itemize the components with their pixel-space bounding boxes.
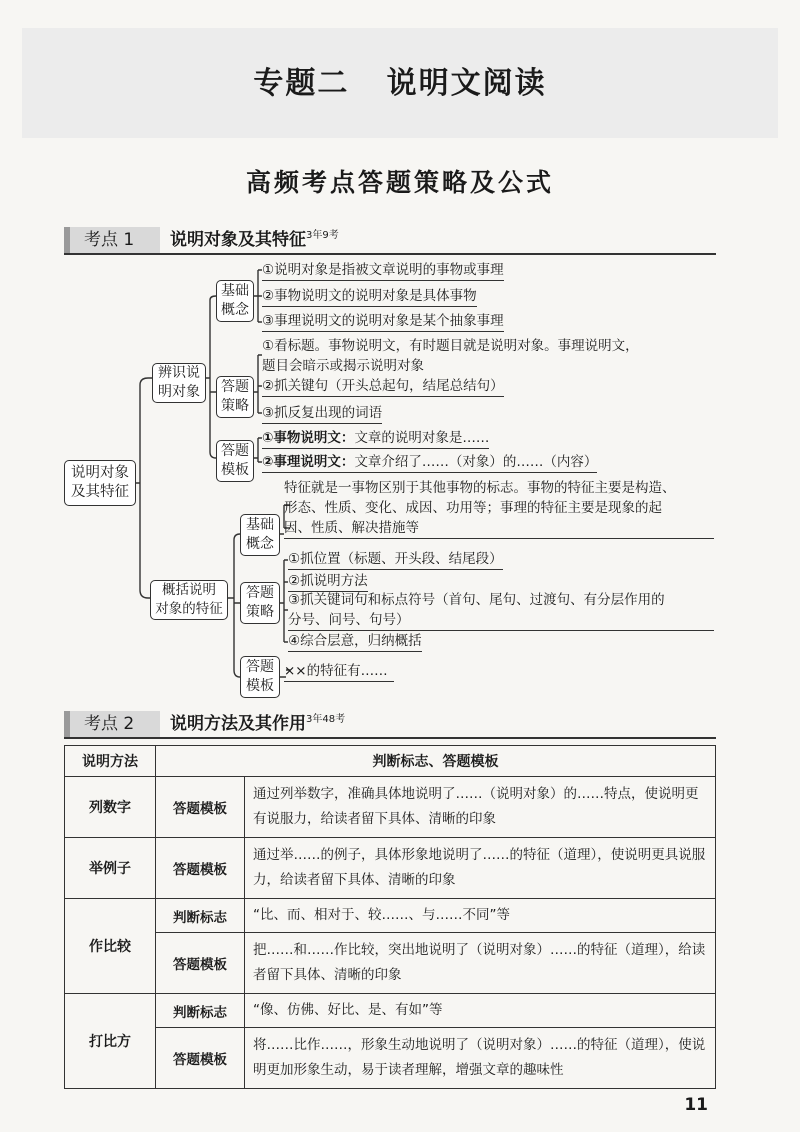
b-strategy-item-1: ①抓位置（标题、开头段、结尾段）	[288, 549, 503, 570]
node-identify-object: 辨识说 明对象	[152, 363, 206, 403]
kaodian-2-title	[170, 711, 345, 737]
table-row	[65, 933, 716, 994]
b-strategy-item-4: ④综合层意，归纳概括	[288, 631, 422, 652]
node-b-template: 答题 模板	[240, 656, 280, 698]
table-row	[65, 899, 716, 933]
node-a-template: 答题 模板	[216, 440, 254, 482]
a-concept-item-1: ①说明对象是指被文章说明的事物或事理	[262, 260, 504, 281]
a-strategy-item-3: ③抓反复出现的词语	[262, 403, 382, 424]
page-title: 专题二 说明文阅读	[253, 66, 547, 101]
b-concept-text: 特征就是一事物区别于其他事物的标志。事物的特征主要是构造、 形态、性质、变化、成因、功用等；事理的特征主要是现象的起 因、性质、解决措施等	[284, 480, 676, 536]
node-summarize-features: 概括说明 对象的特征	[150, 580, 228, 620]
table-row	[65, 1028, 716, 1089]
content-cell: 通过举……的例子，具体形象地说明了……的特征（道理），使说明更具说服力，给读者留下具体、清晰的印象	[245, 838, 716, 899]
table-header-row	[65, 746, 716, 777]
page-number: 11	[684, 1095, 708, 1115]
content-cell: “比、而、相对于、较……、与……不同”等	[245, 899, 716, 933]
a-template-item-2	[262, 452, 597, 473]
sub-label-cell: 判断标志	[156, 994, 245, 1028]
kaodian-1-title-text: 说明对象及其特征	[170, 230, 306, 250]
node-a-basic-concept: 基础 概念	[216, 280, 254, 322]
content-cell: 将……比作……，形象生动地说明了（说明对象）……的特征（道理），使说明更加形象生动，易于读者理解，增强文章的趣味性	[245, 1028, 716, 1089]
node-b-basic-concept: 基础 概念	[240, 514, 280, 556]
a-template-item-2-label: ②事理说明文：	[262, 454, 355, 470]
method-cell: 打比方	[65, 994, 156, 1089]
kaodian-2-title-text: 说明方法及其作用	[170, 714, 306, 734]
a-concept-item-3: ③事理说明文的说明对象是某个抽象事理	[262, 311, 504, 332]
sub-label-cell: 答题模板	[156, 777, 245, 838]
kaodian-1-frequency: 3年9考	[306, 230, 339, 241]
header-method: 说明方法	[65, 746, 156, 777]
content-cell: 把……和……作比较，突出地说明了（说明对象）……的特征（道理），给读者留下具体、清晰的印象	[245, 933, 716, 994]
sub-label-cell: 答题模板	[156, 838, 245, 899]
table-row	[65, 994, 716, 1028]
sub-label-cell: 答题模板	[156, 933, 245, 994]
method-cell: 作比较	[65, 899, 156, 994]
b-strategy-item-3: ③抓关键词句和标点符号（首句、尾句、过渡句、有分层作用的 分号、问号、句号）	[288, 592, 665, 628]
content-cell: “像、仿佛、好比、是、有如”等	[245, 994, 716, 1028]
method-cell: 列数字	[65, 777, 156, 838]
sub-label-cell: 答题模板	[156, 1028, 245, 1089]
b-concept-underline	[284, 538, 714, 539]
node-b-strategy: 答题 策略	[240, 582, 280, 624]
a-template-item-2-text: 文章介绍了……（对象）的……（内容）	[354, 454, 598, 470]
a-template-item-1	[262, 428, 489, 449]
kaodian-2-tag: 考点 2	[64, 711, 160, 737]
a-strategy-item-2: ②抓关键句（开头总起句，结尾总结句）	[262, 376, 504, 397]
a-concept-item-2: ②事物说明文的说明对象是具体事物	[262, 286, 477, 307]
content-cell: 通过列举数字，准确具体地说明了……（说明对象）的……特点，使说明更有说服力，给读者留下具体、清晰的印象	[245, 777, 716, 838]
kaodian-1-tag: 考点 1	[64, 227, 160, 253]
b-strategy-item-2: ②抓说明方法	[288, 571, 368, 592]
kaodian-2-frequency: 3年48考	[306, 714, 346, 725]
table-row	[65, 838, 716, 899]
header-markers-templates: 判断标志、答题模板	[156, 746, 716, 777]
b-template-item-1: ××的特征有……	[284, 661, 394, 682]
kaodian-2-rule	[64, 737, 716, 739]
root-node: 说明对象 及其特征	[64, 460, 136, 506]
a-template-item-1-label: ①事物说明文：	[262, 430, 355, 446]
methods-table	[64, 745, 716, 1089]
sub-label-cell: 判断标志	[156, 899, 245, 933]
a-template-item-1-text: 文章的说明对象是……	[354, 430, 490, 446]
node-a-strategy: 答题 策略	[216, 376, 254, 418]
a-strategy-item-1: ①看标题。事物说明文，有时题目就是说明对象。事理说明文， 题目会暗示或揭示说明对象	[262, 338, 639, 374]
section-subtitle: 高频考点答题策略及公式	[245, 168, 554, 197]
table-row	[65, 777, 716, 838]
method-cell: 举例子	[65, 838, 156, 899]
